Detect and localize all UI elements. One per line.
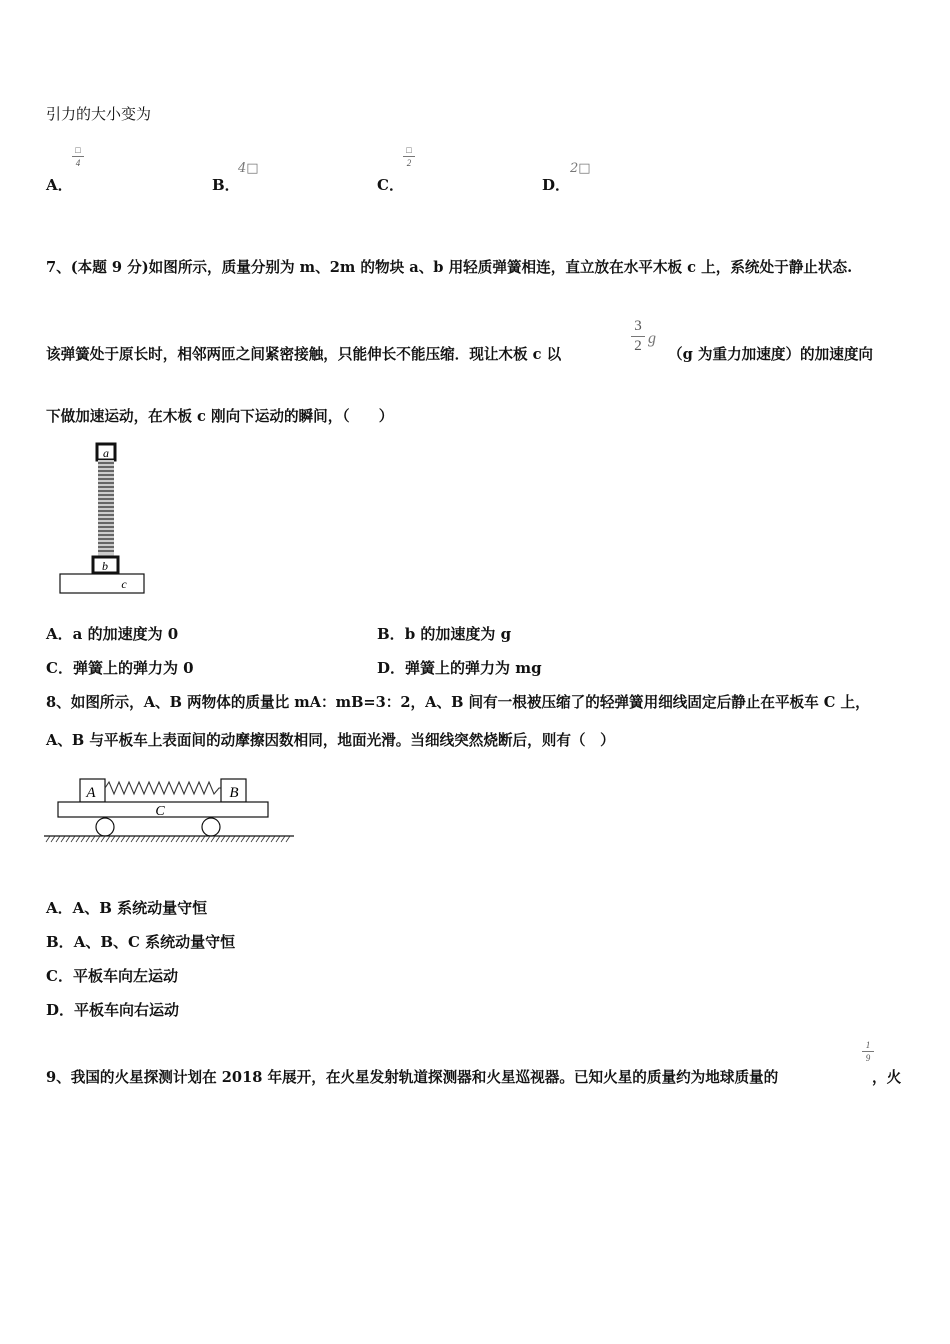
q7-block-b-label: b	[102, 559, 108, 573]
q6-stem-tail: 引力的大小变为	[46, 105, 152, 123]
q6-option-a-formula: □ 4	[72, 145, 84, 168]
q6-option-a-label[interactable]: A．	[46, 176, 73, 194]
q8-ground-hatch	[46, 836, 290, 842]
q8-block-b-label: B	[229, 785, 239, 801]
q9-stem-tail: ，火	[872, 1069, 902, 1086]
q6-option-c-label[interactable]: C．	[377, 176, 404, 194]
q8-option-c[interactable]: C．平板车向左运动	[46, 967, 178, 985]
q8-cart-c-label: C	[155, 804, 165, 819]
q7-acceleration-fraction: 3 2	[631, 318, 645, 355]
q7-stem-line2-pre: 该弹簧处于原长时，相邻两匝之间紧密接触，只能伸长不能压缩．现让木板 c 以	[46, 346, 562, 363]
q6-option-d-label[interactable]: D．	[542, 176, 571, 194]
q7-block-a-label: a	[103, 446, 109, 460]
q6-option-b-label[interactable]: B．	[212, 176, 240, 194]
q9-mass-fraction: 1 9	[862, 1040, 874, 1063]
q6-option-b-formula: 4□	[238, 161, 259, 176]
q7-option-a[interactable]: A．a 的加速度为 0	[46, 625, 179, 643]
q8-option-d[interactable]: D．平板车向右运动	[46, 1001, 180, 1019]
q7-option-b[interactable]: B．b 的加速度为 g	[377, 625, 512, 643]
q8-block-a-label: A	[86, 785, 96, 801]
q7-stem-line1: 7、(本题 9 分)如图所示，质量分别为 m、2m 的物块 a、b 用轻质弹簧相连，直立放在水平木板 c 上，系统处于静止状态.	[46, 259, 853, 276]
q8-stem-line1: 8、如图所示，A、B 两物体的质量比 mA：mB=3：2，A、B 间有一根被压缩了的轻弹簧用细线固定后静止在平板车 C 上，	[46, 694, 870, 711]
q8-cart-figure	[44, 772, 299, 847]
q7-board-c	[60, 574, 144, 593]
q7-option-c[interactable]: C．弹簧上的弹力为 0	[46, 659, 194, 677]
q7-option-d[interactable]: D．弹簧上的弹力为 mg	[377, 659, 542, 677]
q7-stem-line3: 下做加速运动，在木板 c 刚向下运动的瞬间，（ ）	[46, 408, 394, 425]
q7-spring	[98, 460, 114, 556]
q8-option-b[interactable]: B．A、B、C 系统动量守恒	[46, 933, 236, 951]
q8-cart-wheel-left	[96, 818, 114, 836]
q9-stem-line1: 9、我国的火星探测计划在 2018 年展开，在火星发射轨道探测器和火星巡视器。已知火星的质量约为地球质量的	[46, 1069, 779, 1086]
q7-spring-figure	[55, 440, 150, 596]
q7-fraction-variable: g	[648, 330, 656, 347]
q8-spring	[105, 782, 221, 794]
q6-option-c-formula: □ 2	[403, 145, 415, 168]
q8-option-a[interactable]: A．A、B 系统动量守恒	[46, 899, 208, 917]
q8-stem-line2: A、B 与平板车上表面间的动摩擦因数相同，地面光滑。当细线突然烧断后，则有（ ）	[46, 732, 615, 749]
q7-board-c-label: c	[121, 577, 127, 591]
q8-cart-wheel-right	[202, 818, 220, 836]
q7-stem-line2-post: （g 为重力加速度）的加速度向	[668, 346, 874, 363]
q6-option-d-formula: 2□	[570, 161, 591, 176]
